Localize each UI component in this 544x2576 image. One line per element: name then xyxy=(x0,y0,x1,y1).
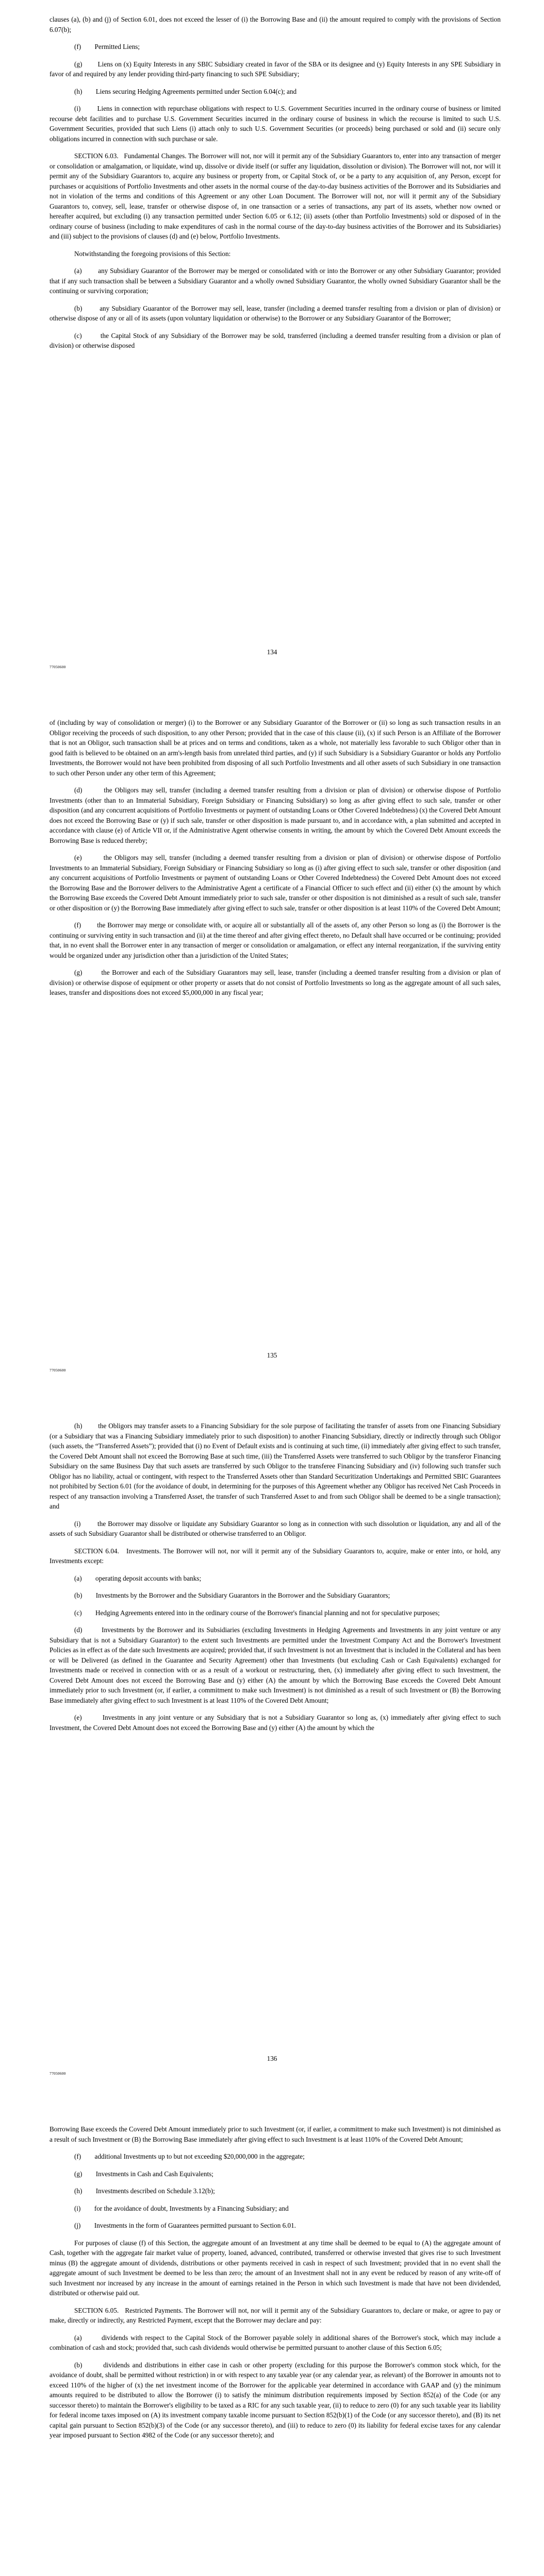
list-item: (g) the Borrower and each of the Subsidiary Guarantors may sell, lease, transfer (including a deemed transfer resulting from a division or plan of division) or otherwise dispose of equipment or other property or assets that do not consist of Portfolio Investments so long as the aggregate amount of all such sales, leases, transfer and dispositions does not exceed $5,000,000 in any fiscal year; xyxy=(50,969,501,996)
section-heading-paragraph: SECTION 6.05. Restricted Payments. The Borrower will not, nor will it permit any of the Subsidiary Guarantors to, declare or make, or agree to pay or make, directly or indirectly, any Restricted Payment, except that the Borrower may declare and pay: xyxy=(50,2306,501,2324)
list-item: (b) dividends and distributions in either case in cash or other property (excluding for this purpose the Borrower's common stock which, for the avoidance of doubt, shall be permitted without restriction) in or with respect to any taxable year (or any calendar year, as relevant) of the Borrower in amounts not to exceed 110% of the higher of (x) the net investment income of the Borrower for the applicable year determined in accordance with GAAP and (y) the minimum amounts required to be distributed to allow the Borrower (i) to satisfy the minimum distribution requirements imposed by Section 852(a) of the Code (or any successor thereto) to maintain the Borrower's eligibility to be taxed as a RIC for any such taxable year, (ii) to reduce to zero (0) for any such taxable year its liability for federal income taxes imposed on (A) its investment company taxable income pursuant to Section 852(b)(1) of the Code (or any successor thereto), and (B) its net capital gain pursuant to Section 852(b)(3) of the Code (or any successor thereto), and (iii) to reduce to zero (0) its liability for federal excise taxes for any calendar year imposed pursuant to Section 4982 of the Code (or any successor thereto); and xyxy=(50,2361,501,2439)
paragraph: Notwithstanding the foregoing provisions of this Section: xyxy=(74,249,231,258)
list-item: (j) Investments in the form of Guarantees permitted pursuant to Section 6.01. xyxy=(74,2222,296,2229)
list-item: (f) additional Investments up to but not exceeding $20,000,000 in the aggregate; xyxy=(74,2153,305,2160)
list-item: (a) dividends with respect to the Capital Stock of the Borrower payable solely in additional shares of the Borrower's stock, which may include a combination of cash and stock; provided that, such cash dividends would otherwise be permitted pursuant to another clause of this Section 6.05; xyxy=(50,2333,501,2351)
page-number: 135 xyxy=(267,1351,277,1359)
page-body xyxy=(50,1421,501,1740)
document-id: 77050600 xyxy=(50,1368,66,1372)
document-page-136 xyxy=(0,1406,544,2110)
list-item: (f) the Borrower may merge or consolidate with, or acquire all or substantially all of the assets of, any other Person so long as (i) the Borrower is the continuing or surviving entity in such transaction and (ii) at the time thereof and after giving effect thereto, no Default shall have occurred or be continuing; provided that, in no event shall the Borrower enter in any transaction of merger or consolidation or amalgamation, or effect any internal reorganization, if the surviving entity would be organized under any jurisdiction other than a jurisdiction of the United States; xyxy=(50,921,501,959)
page-body xyxy=(50,718,501,1005)
list-item: (h) Investments described on Schedule 3.12(b); xyxy=(74,2187,215,2195)
section-heading-paragraph: SECTION 6.04. Investments. The Borrower will not, nor will it permit any of the Subsidiary Guarantors to, acquire, make or enter into, or hold, any Investments except: xyxy=(50,1547,501,1565)
document-id: 77050600 xyxy=(50,665,66,669)
paragraph: For purposes of clause (f) of this Section, the aggregate amount of an Investment at any time shall be deemed to be equal to (A) the aggregate amount of Cash, together with the aggregate fair market value of property, loaned, advanced, contributed, transferred or otherwise invested that gives rise to such Investment minus (B) the aggregate amount of dividends, distributions or other payments received in cash in respect of such Investment; provided that in no event shall the aggregate amount of such Investment be deemed to be less than zero; the amount of an Investment shall not in any event be reduced by reason of any write-off of such Investment nor increased by any increase in the amount of earnings retained in the Person in which such Investment is made that have not been dividended, distributed or otherwise paid out. xyxy=(50,2239,501,2297)
list-item: (f) Permitted Liens; xyxy=(74,43,140,50)
page-number: 136 xyxy=(267,2055,277,2062)
list-item: (a) operating deposit accounts with banks; xyxy=(74,1574,202,1582)
list-item: (b) Investments by the Borrower and the Subsidiary Guarantors in the Borrower and the Subsidiary Guarantors; xyxy=(74,1591,390,1599)
document-id: 77050600 xyxy=(50,2071,66,2076)
list-item: (h) Liens securing Hedging Agreements permitted under Section 6.04(c); and xyxy=(74,87,297,95)
list-item: (c) Hedging Agreements entered into in the ordinary course of the Borrower's financial planning and not for speculative purposes; xyxy=(74,1608,440,1617)
list-item: (a) any Subsidiary Guarantor of the Borrower may be merged or consolidated with or into the Borrower or any other Subsidiary Guarantor; provided that if any such transaction shall be between a Subsidiary Guarantor and a wholly owned Subsidiary Guarantor, the wholly owned Subsidiary Guarantor shall be the continuing or surviving corporation; xyxy=(50,267,501,295)
list-item: (g) Liens on (x) Equity Interests in any SBIC Subsidiary created in favor of the SBA or its designee and (y) Equity Interests in any SPE Subsidiary in favor of and required by any lender providing third-party financing to such SPE Subsidiary; xyxy=(50,60,501,78)
document-page-135 xyxy=(0,703,544,1406)
list-item: (h) the Obligors may transfer assets to a Financing Subsidiary for the sole purpose of facilitating the transfer of assets from one Financing Subsidiary (or a Subsidiary that was a Financing Subsidiary immediately prior to such disposition) to another Financing Subsidiary, directly or indirectly through such Obligor (such assets, the “Transferred Assets”); provided that (i) no Event of Default exists and is continuing at such time, (ii) immediately after giving effect to such transfer, the Covered Debt Amount shall not exceed the Borrowing Base at such time, (iii) the Transferred Assets were transferred to such Obligor by the transferor Financing Subsidiary on the same Business Day that such assets are transferred by such Obligor to the transferee Financing Subsidiary and (iv) following such transfer such Obligor has no liability, actual or contingent, with respect to the Transferred Assets other than Standard Securitization Undertakings and Permitted SBIC Guarantees not prohibited by Section 6.01 (for the avoidance of doubt, in determining for the purposes of this Agreement whether any Obligor has received Net Cash Proceeds in respect of any transaction involving a Transferred Asset, the transfer of such Transferred Asset to and from such Obligor shall be deemed to be a single transaction); and xyxy=(50,1422,501,1510)
list-item: (i) for the avoidance of doubt, Investments by a Financing Subsidiary; and xyxy=(74,2204,289,2212)
list-item: (d) Investments by the Borrower and its Subsidiaries (excluding Investments in Hedging Agreements and Investments in any joint venture or any Subsidiary that is not a Subsidiary Guarantor) to the extent such Investments are permitted under the Investment Company Act and the Borrower's Investment Policies as in effect as of the date such Investments are acquired; provided that, if such Investment is not an Investment that is included in the Collateral and has been or will be Delivered (as defined in the Guarantee and Security Agreement) other than Investments (but excluding Cash or Cash Equivalents) exchanged for Investments made or received in connection with or as a result of a workout or restructuring, then, (x) immediately after giving effect to such Investment, the Covered Debt Amount does not exceed the Borrowing Base and (y) either (A) the amount by which the Borrowing Base exceeds the Covered Debt Amount immediately prior to such Investment (or, if earlier, a commitment to make such Investment) is not diminished as a result of such Investment or (B) the Borrowing Base immediately after giving effect to such Investment is at least 110% of the Covered Debt Amount; xyxy=(50,1626,501,1704)
document-page-134 xyxy=(0,0,544,703)
page-body xyxy=(50,14,501,358)
list-item: (i) Liens in connection with repurchase obligations with respect to U.S. Government Securities incurred in the ordinary course of business or limited recourse debt facilities and to purchase U.S. Government Securities incurred in the ordinary course of business in which the recourse is limited to such U.S. Government Securities, provided that such Liens (i) attach only to such U.S. Government Securities (or proceeds) being purchased or sold and (ii) secure only obligations incurred in connection with such purchase or sale. xyxy=(50,105,501,143)
paragraph: Borrowing Base exceeds the Covered Debt Amount immediately prior to such Investment (or, if earlier, a commitment to make such Investment) is not diminished as a result of such Investment or (B) the Borrowing Base immediately after giving effect to such Investment is at least 110% of the Covered Debt Amount; xyxy=(50,2125,501,2143)
document-page-137 xyxy=(0,2110,544,2576)
page-body xyxy=(50,2124,501,2448)
section-heading-paragraph: SECTION 6.03. Fundamental Changes. The Borrower will not, nor will it permit any of the Subsidiary Guarantors to, enter into any transaction of merger or consolidation or amalgamation, or liquidate, wind up, dissolve or divide itself (or suffer any liquidation, dissolution or division). The Borrower will not, nor will it permit any of the Subsidiary Guarantors to, acquire any business or property from, or Capital Stock of, or be a party to any acquisition of, any Person, except for purchases or acquisitions of Portfolio Investments and other assets in the normal course of the day-to-day business activities of the Borrower and its Subsidiaries and not in violation of the terms and conditions of this Agreement or any other Loan Document. The Borrower will not, nor will it permit any of the Subsidiary Guarantors to, convey, sell, lease, transfer or otherwise dispose of, in one transaction or a series of transactions, any part of its assets, whether now owned or hereafter acquired, but excluding (i) any transaction permitted under Section 6.05 or 6.12; (ii) assets (other than Portfolio Investments) sold or disposed of in the ordinary course of business (including to make expenditures of cash in the normal course of the day-to-day business activities of the Borrower and its Subsidiaries) and (iii) subject to the provisions of clauses (d) and (e) below, Portfolio Investments. xyxy=(50,152,501,240)
list-item: (e) the Obligors may sell, transfer (including a deemed transfer resulting from a division or plan of division) or otherwise dispose of Portfolio Investments to an Immaterial Subsidiary, Foreign Subsidiary or Financing Subsidiary so long as (i) after giving effect to such sale, transfer or other disposition (and any concurrent acquisitions of Portfolio Investments or payment of outstanding Loans or Other Covered Indebtedness) the Covered Debt Amount does not exceed the Borrowing Base and the Borrower delivers to the Administrative Agent a certificate of a Financial Officer to such effect and (ii) either (x) the amount by which the Borrowing Base exceeds the Covered Debt Amount immediately prior to such sale, transfer or other disposition is not diminished as a result of such sale, transfer or other disposition or (y) the Borrowing Base immediately after giving effect to such sale, transfer or other disposition is at least 110% of the Covered Debt Amount; xyxy=(50,854,501,912)
list-item: (d) the Obligors may sell, transfer (including a deemed transfer resulting from a division or plan of division) or otherwise dispose of Portfolio Investments (other than to an Immaterial Subsidiary, Foreign Subsidiary or Financing Subsidiary) so long as after giving effect to such sale, transfer or other disposition (and any concurrent acquisitions of Portfolio Investments or payment of outstanding Loans or Other Covered Indebtedness) (x) the Covered Debt Amount does not exceed the Borrowing Base or (y) if such sale, transfer or other disposition is made pursuant to, and in accordance with, a plan submitted and accepted in accordance with clause (e) of Article VII or, if the Administrative Agent otherwise consents in writing, the amount by which the Covered Debt Amount exceeds the Borrowing Base is reduced thereby; xyxy=(50,786,501,844)
paragraph: of (including by way of consolidation or merger) (i) to the Borrower or any Subsidiary Guarantor of the Borrower or (ii) so long as such transaction results in an Obligor receiving the proceeds of such disposition, to any other Person; provided that in the case of this clause (ii), (x) if such Person is an Affiliate of the Borrower that is not an Obligor, such transaction shall be at prices and on terms and conditions, taken as a whole, not materially less favorable to such Obligor other than in good faith is believed to be obtained on an arm's-length basis from unrelated third parties, and (y) if such Subsidiary is a Subsidiary Guarantor or holds any Portfolio Investments, the Borrower would not have been prohibited from disposing of all such Portfolio Investments and all other assets of such Subsidiary in one transaction to such other Person under any other term of this Agreement; xyxy=(50,719,501,777)
list-item: (i) the Borrower may dissolve or liquidate any Subsidiary Guarantor so long as in connection with such dissolution or liquidation, any and all of the assets of such Subsidiary Guarantor shall be distributed or otherwise transferred to an Obligor. xyxy=(50,1519,501,1537)
list-item: (e) Investments in any joint venture or any Subsidiary that is not a Subsidiary Guarantor so long as, (x) immediately after giving effect to such Investment, the Covered Debt Amount does not exceed the Borrowing Base and (y) either (A) the amount by which the xyxy=(50,1714,501,1732)
paragraph: clauses (a), (b) and (j) of Section 6.01, does not exceed the lesser of (i) the Borrowing Base and (ii) the amount required to comply with the provisions of Section 6.07(b); xyxy=(50,15,501,33)
page-number: 134 xyxy=(267,648,277,656)
list-item: (c) the Capital Stock of any Subsidiary of the Borrower may be sold, transferred (including a deemed transfer resulting from a division or plan of division) or otherwise disposed xyxy=(50,331,501,349)
list-item: (g) Investments in Cash and Cash Equivalents; xyxy=(74,2170,213,2178)
list-item: (b) any Subsidiary Guarantor of the Borrower may sell, lease, transfer (including a deemed transfer resulting from a division or plan of division) or otherwise dispose of any or all of its assets (upon voluntary liquidation or otherwise) to the Borrower or any Subsidiary Guarantor of the Borrower; xyxy=(50,304,501,322)
